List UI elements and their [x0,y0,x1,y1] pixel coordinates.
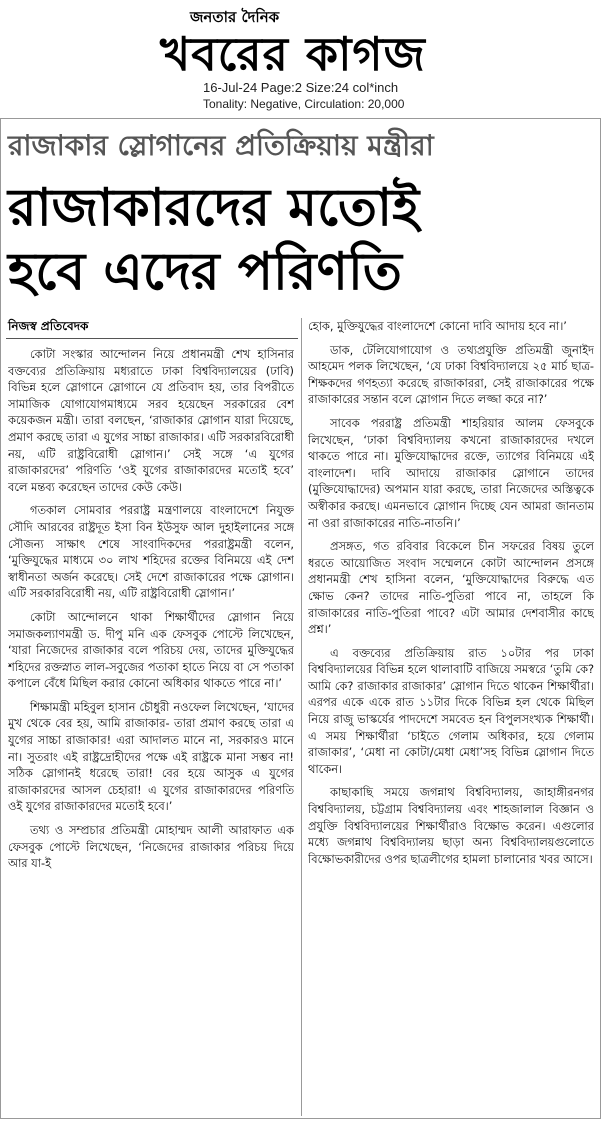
article-byline: নিজস্ব প্রতিবেদক [8,319,89,333]
paragraph: এ বক্তব্যের প্রতিক্রিয়ায় রাত ১০টার পর ঢাকা বিশ্ববিদ্যালয়ের বিভিন্ন হলে থালাবাটি বাজিয়ে সমস্বরে ‘তুমি কে? আমি কে? রাজাকার রাজাকার’ স্লোগান দিতে থাকেন শিক্ষার্থীরা। এরপর একে একে রাত ১১টার দিকে বিভিন্ন হল থেকে মিছিল নিয়ে রাজু ভাস্কর্যের পাদদেশে সমবেত হন বিপুলসংখ্যক শিক্ষার্থী। এ সময় শিক্ষার্থীরা ‘চাইতে গেলাম অধিকার, হয়ে গেলাম রাজাকার’, ‘মেধা না কোটা/মেধা মেধা’সহ বিভিন্ন স্লোগান দিতে থাকেন। [308,645,594,776]
paragraph: তথ্য ও সম্প্রচার প্রতিমন্ত্রী মোহাম্মদ আলী আরাফাত এক ফেসবুক পোস্টে লিখেছেন, ‘নিজেদের রাজাকার পরিচয় দিয়ে আর যা-ই [8,823,294,871]
newspaper-logo: খবরের কাগজ [160,27,426,81]
column-divider [301,318,302,1116]
paragraph: শিক্ষামন্ত্রী মহিবুল হাসান চৌধুরী নওফেল লিখেছেন, ‘যাদের মুখ থেকে বের হয়, আমি রাজাকার- তারা প্রমাণ করছে তারা এ যুগের সাচ্চা রাজাকার! এরা আদালত মানে না, সরকারও মানে না। সুতরাং এই রাষ্ট্রদ্রোহীদের পক্ষে এই রাষ্ট্রকে মানা সম্ভব না! সঠিক স্লোগানই ধরেছে তারা! বের হয়ে আসুক এ যুগের রাজাকারদের আসল চেহারা! এ যুগের রাজাকারদের পরিণতি ওই যুগের রাজাকারদের মতোই হবে।’ [8,699,294,814]
byline-rule [6,338,298,339]
paragraph: কাছাকাছি সময়ে জগন্নাথ বিশ্ববিদ্যালয়, জাহাঙ্গীরনগর বিশ্ববিদ্যালয়, চট্টগ্রাম বিশ্ববিদ্যালয় এবং শাহজালাল বিজ্ঞান ও প্রযুক্তি বিশ্ববিদ্যালয়ের শিক্ষার্থীরাও বিক্ষোভ করেন। এগুলোর মধ্যে জগন্নাথ বিশ্ববিদ্যালয় ছাড়া অন্য বিশ্ববিদ্যালয়গুলোতে বিক্ষোভকারীদের ওপর ছাত্রলীগের হামলা চালানোর খবর আসে। [308,785,594,866]
headline-line-2: হবে এদের পরিণতি [8,242,402,302]
paragraph: ডাক, টেলিযোগাযোগ ও তথ্যপ্রযুক্তি প্রতিমন্ত্রী জুনাইদ আহমেদ পলক লিখেছেন, ‘যে ঢাকা বিশ্ববিদ্যালয়ে ২৫ মার্চ ছাত্র-শিক্ষকদের গণহত্যা করেছে রাজাকাররা, সেই রাজাকারের পক্ষে রাজাকারের সন্তান বলে স্লোগান দিতে লজ্জা করে না?’ [308,342,594,407]
paragraph: সাবেক পররাষ্ট্র প্রতিমন্ত্রী শাহরিয়ার আলম ফেসবুকে লিখেছেন, ‘ঢাকা বিশ্ববিদ্যালয় কখনো রাজাকারদের দখলে থাকতে পারে না। মুক্তিযোদ্ধাদের রক্তে, ত্যাগের বিনিময়ে এই বাংলাদেশ। দাবি আদায়ে রাজাকার স্লোগানে তাদের (মুক্তিযোদ্ধাদের) অপমান যারা করছে, তারা নিজেদের অস্তিত্বকে অস্বীকার করছে। এমনভাবে স্লোগান দিচ্ছে যেন আমরা জানতাম না ওরা রাজাকারের নাতি-নাতনি।’ [308,415,594,530]
article-column-left [8,346,294,1116]
masthead [0,0,603,118]
clipping-meta-date-page: 16-Jul-24 Page:2 Size:24 col*inch [203,80,399,95]
paragraph: গতকাল সোমবার পররাষ্ট্র মন্ত্রণালয়ে বাংলাদেশে নিযুক্ত সৌদি আরবের রাষ্ট্রদূত ইসা বিন ইউসুফ আল দুহাইলানের সঙ্গে সৌজন্য সাক্ষাৎ শেষে সাংবাদিকদের পররাষ্ট্রমন্ত্রী বলেন, ‘মুক্তিযুদ্ধের মাধ্যমে ৩০ লাখ শহিদের রক্তের বিনিময়ে এই দেশ স্বাধীনতা অর্জন করেছে। সেই দেশে রাজাকারের পক্ষে স্লোগান। এটি সরকারবিরোধী নয়, এটি রাষ্ট্রবিরোধী স্লোগান।’ [8,503,294,601]
paragraph: কোটা আন্দোলনে থাকা শিক্ষার্থীদের স্লোগান নিয়ে সমাজকল্যাণমন্ত্রী ড. দীপু মনি এক ফেসবুক পোস্টে লিখেছেন, ‘যারা নিজেদের রাজাকার বলে পরিচয় দেয়, তাদের মুক্তিযুদ্ধের শহিদের রক্তস্নাত লাল-সবুজের পতাকা হাতে নিয়ে বা সে পতাকা কপালে বেঁধে মিছিল করার কোনো অধিকার থাকতে পারে না।’ [8,609,294,691]
headline-line-1: রাজাকারদের মতোই [8,178,420,238]
article-subhead: রাজাকার স্লোগানের প্রতিক্রিয়ায় মন্ত্রীরা [8,129,434,162]
paragraph: কোটা সংস্কার আন্দোলন নিয়ে প্রধানমন্ত্রী শেখ হাসিনার বক্তব্যের প্রতিক্রিয়ায় মধ্যরাতে ঢাকা বিশ্ববিদ্যালয়ের (ঢাবি) বিভিন্ন হলে স্লোগানে স্লোগানে যে প্রতিবাদ হয়, তার বিপরীতে সামাজিক যোগাযোগমাধ্যমে সরব হয়েছেন সরকারের বেশ কয়েকজন মন্ত্রী। তারা বলছেন, ‘রাজাকার স্লোগান যারা দিয়েছে, প্রমাণ করছে তারা এ যুগের সাচ্চা রাজাকার। এটি সরকারবিরোধী নয়, এটি রাষ্ট্রবিরোধী স্লোগান।’ সেই সঙ্গে ‘এ যুগের রাজাকারদের’ পরিণতি ‘ওই যুগের রাজাকারদের মতোই হবে’ বলে মন্তব্য করেছেন তাদের কেউ কেউ। [8,347,294,494]
clipping-meta-tonality: Tonality: Negative, Circulation: 20,000 [203,97,405,111]
paragraph: প্রসঙ্গত, গত রবিবার বিকেলে চীন সফরের বিষয় তুলে ধরতে আয়োজিত সংবাদ সম্মেলনে কোটা আন্দোলন প্রসঙ্গে প্রধানমন্ত্রী শেখ হাসিনা বলেন, ‘মুক্তিযোদ্ধাদের বিরুদ্ধে এত ক্ষোভ কেন? তাদের নাতি-পুতিরা পাবে না, তাহলে কি রাজাকারের নাতি-পুতিরা পাবে? এটা আমার দেশবাসীর কাছে প্রশ্ন।’ [308,539,594,637]
paragraph-continued: হোক, মুক্তিযুদ্ধের বাংলাদেশে কোনো দাবি আদায় হবে না।’ [308,319,567,333]
article-headline [8,176,598,304]
masthead-kicker: জনতার দৈনিক [190,8,280,26]
article-column-right [308,318,594,1118]
